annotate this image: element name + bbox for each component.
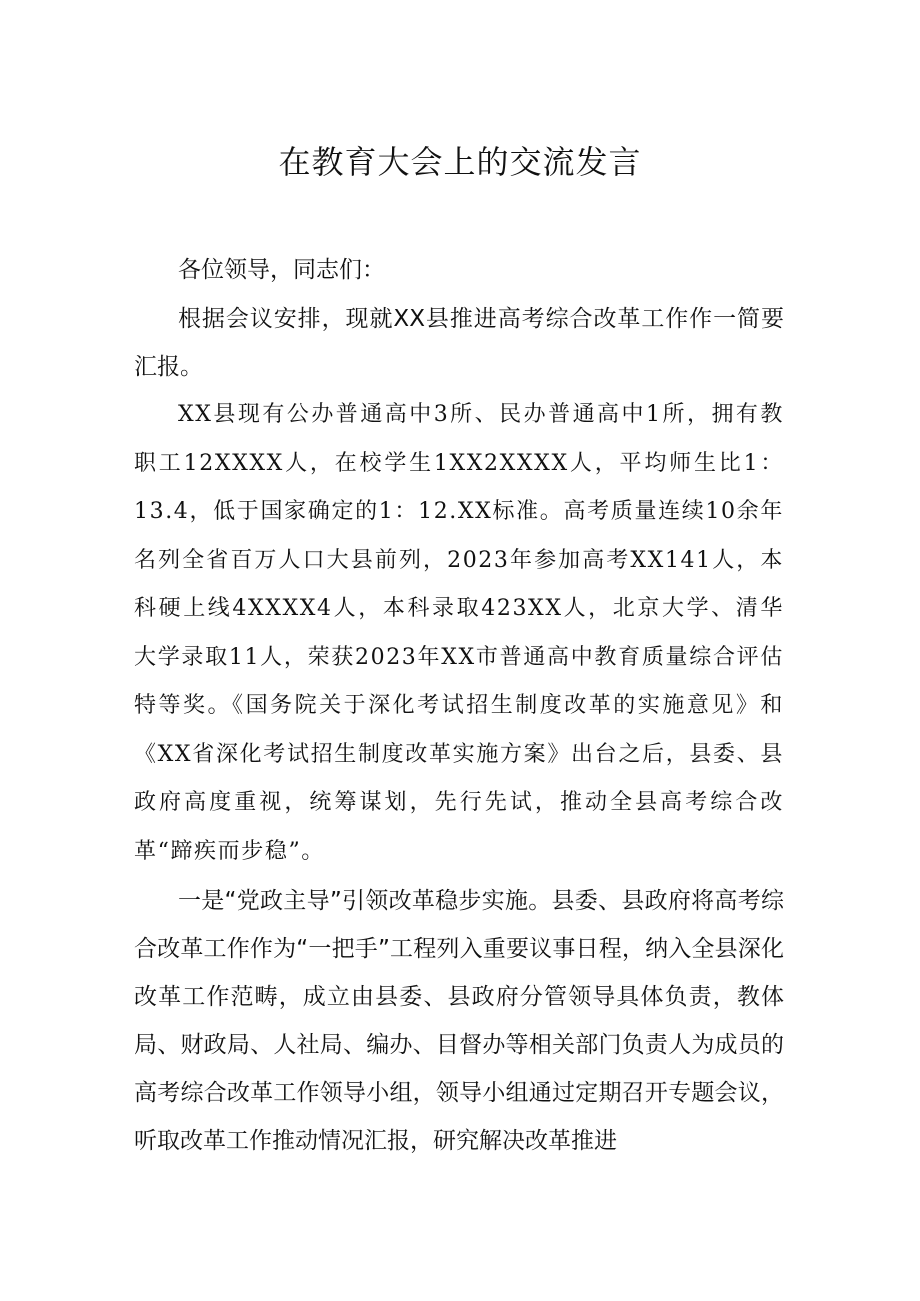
intro-text: 根据会议安排，现就XX县推进高考综合改革工作作一简要汇报。 [134, 306, 784, 380]
intro-paragraph [134, 295, 784, 391]
greeting-paragraph [134, 246, 784, 294]
document-title: 在教育大会上的交流发言 [278, 143, 642, 181]
point-one-paragraph [134, 877, 784, 1165]
point-one-text: 一是“党政主导”引领改革稳步实施。县委、县政府将高考综合改革工作作为“一把手”工程列入重要议事日程，纳入全县深化改革工作范畴，成立由县委、县政府分管领导具体负责，教体局、财政局、人社局、编办、目督办等相关部门负责人为成员的高考综合改革工作领导小组，领导小组通过定期召开专题会议，听取改革工作推动情况汇报，研究解决改革推进 [134, 888, 784, 1154]
overview-paragraph [134, 391, 784, 876]
greeting-text: 各位领导，同志们： [178, 257, 385, 283]
overview-text: XX县现有公办普通高中3所、民办普通高中1所，拥有教职工12XXXX人，在校学生1XX2XXXX人，平均师生比1：13.4，低于国家确定的1：12.XX标准。高考质量连续10余年名列全省百万人口大县前列，2023年参加高考XX141人，本科硬上线4XXXX4人，本科录取423XX人，北京大学、清华大学录取11人，荣获2023年XX市普通高中教育质量综合评估特等奖。《国务院关于深化考试招生制度改革的实施意见》和《XX省深化考试招生制度改革实施方案》出台之后，县委、县政府高度重视，统筹谋划，先行先试，推动全县高考综合改革“蹄疾而步稳”。 [134, 402, 784, 864]
